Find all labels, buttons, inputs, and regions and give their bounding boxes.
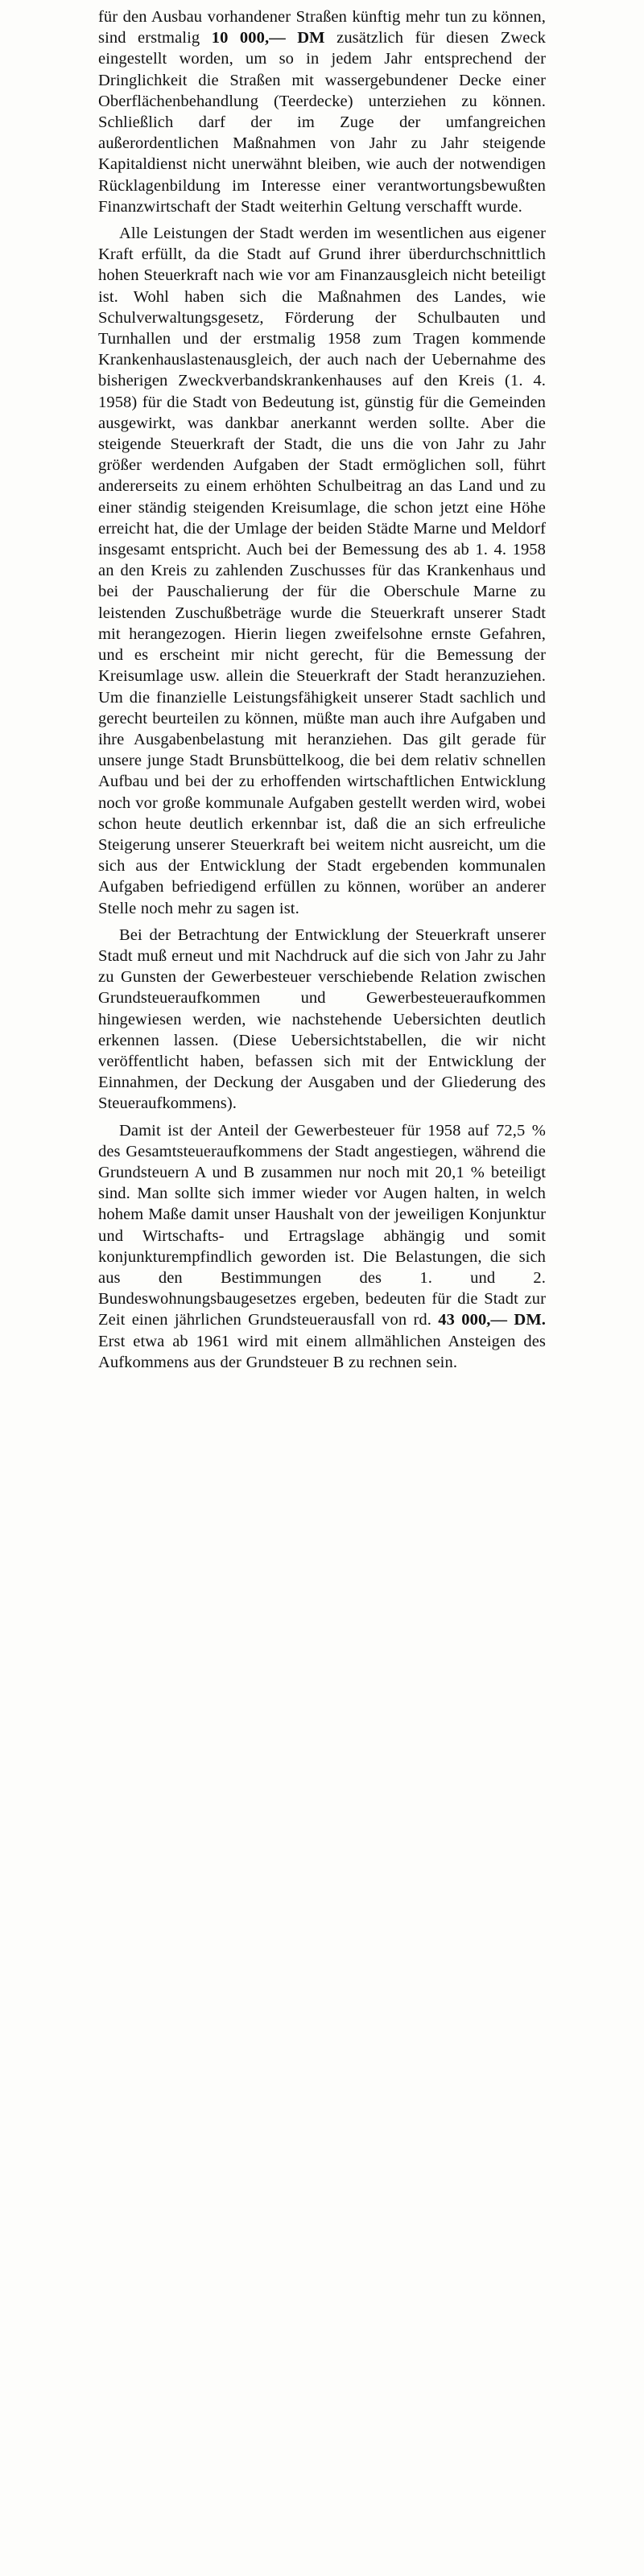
body-text: Erst etwa ab 1961 wird mit einem allmählichen Ansteigen des Aufkommens aus der Grundsteuer B zu rechnen sein. bbox=[98, 1332, 546, 1371]
emphasis-text: 43 000,— DM. bbox=[438, 1311, 546, 1329]
paragraph bbox=[98, 6, 546, 217]
body-text: für den Ausbau vorhandener Straßen künftig mehr tun zu können, sind erstmalig bbox=[98, 8, 546, 47]
body-text: Alle Leistungen der Stadt werden im wesentlichen aus eigener Kraft erfüllt, da die Stadt auf Grund ihrer überdurchschnittlich hohen Steuerkraft nach wie vor am Finanzausgleich nicht beteiligt ist. Wohl haben sich die Maßnahmen des Landes, wie Schulverwaltungsgesetz, Förderung der Schulbauten und Turnhallen und der erstmalig 1958 zum Tragen kommende Krankenhauslastenausgleich, der auch nach der Uebernahme des bisherigen Zweckverbandskrankenhauses auf den Kreis (1. 4. 1958) für die Stadt von Bedeutung ist, günstig für die Gemeinden ausgewirkt, was dankbar anerkannt werden sollte. Aber die steigende Steuerkraft der Stadt, die uns die von Jahr zu Jahr größer werdenden Aufgaben der Stadt ermöglichen soll, führt andererseits zu einem erhöhten Schulbeitrag an das Land und zu einer ständig steigenden Kreisumlage, die schon jetzt eine Höhe erreicht hat, die der Umlage der beiden Städte Marne und Meldorf insgesamt entspricht. Auch bei der Bemessung des ab 1. 4. 1958 an den Kreis zu zahlenden Zuschusses für das Krankenhaus und bei der Pauschalierung der für die Oberschule Marne zu leistenden Zuschußbeträge wurde die Steuerkraft unserer Stadt mit herangezogen. Hierin liegen zweifelsohne ernste Gefahren, und es erscheint mir nicht gerecht, für die Bemessung der Kreisumlage usw. allein die Steuerkraft der Stadt heranzuziehen. Um die finanzielle Leistungsfähigkeit unserer Stadt sachlich und gerecht beurteilen zu können, müßte man auch ihre Aufgaben und ihre Ausgabenbelastung mit heranziehen. Das gilt gerade für unsere junge Stadt Brunsbüttelkoog, die bei dem relativ schnellen Aufbau und bei der zu erhoffenden wirtschaftlichen Entwicklung noch vor große kommunale Aufgaben gestellt werden wird, wobei schon heute deutlich erkennbar ist, daß die an sich erfreuliche Steigerung unserer Steuerkraft bei weitem nicht ausreicht, um die sich aus der Entwicklung der Stadt ergebenden kommunalen Aufgaben befriedigend erfüllen zu können, worüber an anderer Stelle noch mehr zu sagen ist. bbox=[98, 225, 546, 917]
body-text: Damit ist der Anteil der Gewerbesteuer für 1958 auf 72,5 % des Gesamtsteueraufkommens der Stadt angestiegen, während die Grundsteuern A und B zusammen nur noch mit 20,1 % beteiligt sind. Man sollte sich immer wieder vor Augen halten, in welch hohem Maße damit unser Haushalt von der jeweiligen Konjunktur und Wirtschafts- und Ertragslage abhängig und somit konjunkturempfindlich geworden ist. Die Belastungen, die sich aus den Bestimmungen des 1. und 2. Bundeswohnungsbaugesetzes ergeben, bedeuten für die Stadt zur Zeit einen jährlichen Grundsteuerausfall von rd. bbox=[98, 1121, 546, 1329]
paragraph bbox=[98, 223, 546, 919]
paragraph-container bbox=[98, 6, 546, 1373]
body-text: zusätzlich für diesen Zweck eingestellt worden, um so in jedem Jahr entsprechend der Dringlichkeit die Straßen mit wassergebundener Decke einer Oberflächenbehandlung (Teerdecke) unterziehen zu können. Schließlich darf der im Zuge der umfangreichen außerordentlichen Maßnahmen von Jahr zu Jahr steigende Kapitaldienst nicht unerwähnt bleiben, wie auch der notwendigen Rücklagenbildung im Interesse einer verantwortungsbewußten Finanzwirtschaft der Stadt weiterhin Geltung verschafft wurde. bbox=[98, 29, 546, 216]
paragraph bbox=[98, 925, 546, 1115]
emphasis-text: 10 000,— DM bbox=[211, 29, 325, 47]
paragraph bbox=[98, 1120, 546, 1373]
body-text: Bei der Betrachtung der Entwicklung der Steuerkraft unserer Stadt muß erneut und mit Nachdruck auf die sich von Jahr zu Jahr zu Gunsten der Gewerbesteuer verschiebende Relation zwischen Grundsteueraufkommen und Gewerbesteueraufkommen hingewiesen werden, wie nachstehende Uebersichten deutlich erkennen lassen. (Diese Uebersichtstabellen, die wir nicht veröffentlicht haben, befassen sich mit der Entwicklung der Einnahmen, der Deckung der Ausgaben und der Gliederung des Steueraufkommens). bbox=[98, 925, 546, 1113]
text-column bbox=[98, 0, 546, 1389]
